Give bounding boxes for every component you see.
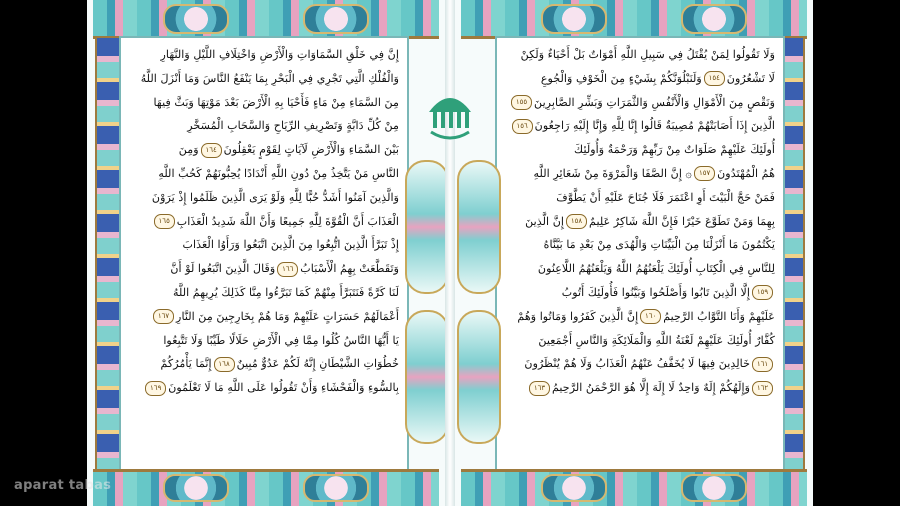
verse-text: بِالسُّوءِ وَالْفَحْشَاءِ وَأَنْ تَقُولُوا عَلَى اللَّهِ مَا لَا تَعْلَمُونَ <box>168 381 399 395</box>
video-watermark: aparat tabas <box>14 478 112 493</box>
verse-text: إِلَّا الَّذِينَ تَابُوا وَأَصْلَحُوا وَبَيَّنُوا فَأُولَئِكَ أَتُوبُ <box>561 285 750 299</box>
verse-text: هُمُ الْمُهْتَدُونَ <box>717 166 775 180</box>
text-line <box>125 257 399 281</box>
text-line <box>501 114 775 138</box>
text-line <box>125 329 399 353</box>
text-line <box>501 186 775 210</box>
text-line <box>501 281 775 305</box>
verse-text: وَنَقْصٍ مِنَ الْأَمْوَالِ وَالْأَنْفُسِ وَالثَّمَرَاتِ وَبَشِّرِ الصَّابِرِينَ <box>534 95 775 109</box>
verse-text: وَتَقَطَّعَتْ بِهِمُ الْأَسْبَابُ <box>300 262 399 276</box>
ayah-number-marker: ١٦٥ <box>154 214 175 229</box>
ayah-number-marker: ١٥٧ <box>694 166 715 181</box>
text-line <box>125 91 399 115</box>
top-cartouche-ornament <box>163 4 229 34</box>
publisher-logo-icon <box>425 82 475 144</box>
verse-text: وَلَنَبْلُوَنَّكُمْ بِشَيْءٍ مِنَ الْخَوْفِ وَالْجُوعِ <box>540 71 702 85</box>
text-line <box>125 43 399 67</box>
ayah-number-marker: ١٦٦ <box>277 262 298 277</box>
verse-text: يَا أَيُّهَا النَّاسُ كُلُوا مِمَّا فِي الْأَرْضِ حَلَالًا طَيِّبًا وَلَا تَتَّبِعُوا <box>163 333 399 347</box>
ayah-number-marker: ١٦٠ <box>640 309 661 324</box>
verse-text: بَيْنَ السَّمَاءِ وَالْأَرْضِ لَآيَاتٍ لِقَوْمٍ يَعْقِلُونَ <box>223 143 399 157</box>
text-line <box>125 67 399 91</box>
text-line <box>501 162 775 186</box>
right-page <box>455 0 813 506</box>
verse-text: الَّذِينَ إِذَا أَصَابَتْهُمْ مُصِيبَةٌ قَالُوا إِنَّا لِلَّهِ وَإِنَّا إِلَيْهِ رَاجِعُونَ <box>534 119 775 133</box>
verse-text: النَّاسِ مَنْ يَتَّخِذُ مِنْ دُونِ اللَّهِ أَنْدَادًا يُحِبُّونَهُمْ كَحُبِّ اللَّهِ <box>158 166 399 180</box>
quran-spread <box>87 0 813 506</box>
verse-text: ۞ إِنَّ الصَّفَا وَالْمَرْوَةَ مِنْ شَعَائِرِ اللَّهِ <box>533 166 693 180</box>
ayah-number-marker: ١٦٨ <box>214 357 235 372</box>
text-line <box>125 281 399 305</box>
verse-text: لَا تَشْعُرُونَ <box>726 71 775 85</box>
text-line <box>501 305 775 329</box>
text-line <box>125 138 399 162</box>
ayah-number-marker: ١٦٣ <box>529 381 550 396</box>
top-cartouche-ornament <box>303 4 369 34</box>
text-line <box>125 233 399 257</box>
verse-text: مِنَ السَّمَاءِ مِنْ مَاءٍ فَأَحْيَا بِهِ الْأَرْضَ بَعْدَ مَوْتِهَا وَبَثَّ فِيهَا <box>153 95 399 109</box>
right-page-text <box>501 43 775 466</box>
ayah-number-marker: ١٥٩ <box>752 285 773 300</box>
verse-text: وَالَّذِينَ آمَنُوا أَشَدُّ حُبًّا لِلَّهِ وَلَوْ يَرَى الَّذِينَ ظَلَمُوا إِذْ يَرَوْنَ <box>151 190 399 204</box>
bottom-border-ornament <box>461 469 807 506</box>
left-side-border-ornament <box>95 36 121 472</box>
verse-text: أَعْمَالَهُمْ حَسَرَاتٍ عَلَيْهِمْ وَمَا هُمْ بِخَارِجِينَ مِنَ النَّارِ <box>176 309 399 323</box>
ayah-number-marker: ١٦٤ <box>201 143 222 158</box>
verse-text: إِذْ تَبَرَّأَ الَّذِينَ اتُّبِعُوا مِنَ الَّذِينَ اتَّبَعُوا وَرَأَوُا الْعَذَابَ <box>182 238 399 252</box>
text-line <box>125 114 399 138</box>
verse-text: إِنَّ فِي خَلْقِ السَّمَاوَاتِ وَالْأَرْضِ وَاخْتِلَافِ اللَّيْلِ وَالنَّهَارِ <box>160 48 399 61</box>
verse-text: أُولَئِكَ عَلَيْهِمْ صَلَوَاتٌ مِنْ رَبِّهِمْ وَرَحْمَةٌ وَأُولَئِكَ <box>574 143 775 157</box>
text-line <box>125 305 399 329</box>
bottom-cartouche-ornament <box>303 474 369 502</box>
text-line <box>125 186 399 210</box>
verse-text: وَالْفُلْكِ الَّتِي تَجْرِي فِي الْبَحْرِ بِمَا يَنْفَعُ النَّاسَ وَمَا أَنْزَلَ اللَّهُ <box>140 71 399 85</box>
verse-text: خُطُوَاتِ الشَّيْطَانِ إِنَّهُ لَكُمْ عَدُوٌّ مُبِينٌ <box>236 357 399 371</box>
verse-text: بِهِمَا وَمَنْ تَطَوَّعَ خَيْرًا فَإِنَّ اللَّهَ شَاكِرٌ عَلِيمٌ <box>589 214 775 228</box>
text-line <box>501 233 775 257</box>
top-border-ornament <box>93 0 439 39</box>
text-line <box>501 376 775 400</box>
ayah-number-marker: ١٥٤ <box>704 71 725 86</box>
top-border-ornament <box>461 0 807 39</box>
ayah-number-marker: ١٥٦ <box>512 119 533 134</box>
margin-medallion-ornament <box>405 160 449 294</box>
verse-text: وَمِنَ <box>178 143 199 157</box>
top-cartouche-ornament <box>681 4 747 34</box>
verse-text: خَالِدِينَ فِيهَا لَا يُخَفَّفُ عَنْهُمُ الْعَذَابُ وَلَا هُمْ يُنْظَرُونَ <box>524 357 750 371</box>
ayah-number-marker: ١٥٨ <box>566 214 587 229</box>
text-line <box>501 257 775 281</box>
ayah-number-marker: ١٥٥ <box>511 95 532 110</box>
verse-text: مِنْ كُلِّ دَابَّةٍ وَتَصْرِيفِ الرِّيَاحِ وَالسَّحَابِ الْمُسَخَّرِ <box>187 119 399 133</box>
verse-text: وَقَالَ الَّذِينَ اتَّبَعُوا لَوْ أَنَّ <box>170 262 276 276</box>
ayah-number-marker: ١٦١ <box>752 357 773 372</box>
left-page <box>87 0 445 506</box>
verse-text: إِنَّ الَّذِينَ كَفَرُوا وَمَاتُوا وَهُمْ <box>517 309 639 323</box>
verse-text: كُفَّارٌ أُولَئِكَ عَلَيْهِمْ لَعْنَةُ اللَّهِ وَالْمَلَائِكَةِ وَالنَّاسِ أَجْمَعِينَ <box>538 333 775 347</box>
text-line <box>125 210 399 234</box>
bottom-border-ornament <box>93 469 439 506</box>
margin-medallion-ornament <box>457 310 501 444</box>
book-spine <box>445 0 455 506</box>
ayah-number-marker: ١٦٧ <box>153 309 174 324</box>
margin-medallion-ornament <box>457 160 501 294</box>
bottom-cartouche-ornament <box>681 474 747 502</box>
text-line <box>501 352 775 376</box>
text-line <box>501 43 775 67</box>
verse-text: فَمَنْ حَجَّ الْبَيْتَ أَوِ اعْتَمَرَ فَلَا جُنَاحَ عَلَيْهِ أَنْ يَطَّوَّفَ <box>556 190 775 204</box>
text-line <box>501 210 775 234</box>
verse-text: وَإِلَهُكُمْ إِلَهٌ وَاحِدٌ لَا إِلَهَ إِلَّا هُوَ الرَّحْمَنُ الرَّحِيمُ <box>551 381 750 395</box>
verse-text: عَلَيْهِمْ وَأَنَا التَّوَّابُ الرَّحِيمُ <box>663 309 775 323</box>
top-cartouche-ornament <box>541 4 607 34</box>
text-line <box>501 138 775 162</box>
text-line <box>501 67 775 91</box>
verse-text: إِنَّ الَّذِينَ <box>525 214 565 228</box>
left-page-text <box>125 43 399 466</box>
verse-text: وَلَا تَقُولُوا لِمَنْ يُقْتَلُ فِي سَبِيلِ اللَّهِ أَمْوَاتٌ بَلْ أَحْيَاءٌ وَلَكِنْ <box>520 48 775 61</box>
text-line <box>501 329 775 353</box>
text-line <box>125 352 399 376</box>
verse-text: لَنَا كَرَّةً فَنَتَبَرَّأَ مِنْهُمْ كَمَا تَبَرَّءُوا مِنَّا كَذَلِكَ يُرِيهِمُ اللَّهُ <box>173 285 399 299</box>
ayah-number-marker: ١٦٩ <box>145 381 166 396</box>
verse-text: يَكْتُمُونَ مَا أَنْزَلْنَا مِنَ الْبَيِّنَاتِ وَالْهُدَى مِنْ بَعْدِ مَا بَيَّنَّاهُ <box>543 238 775 252</box>
ayah-number-marker: ١٦٢ <box>752 381 773 396</box>
margin-medallion-ornament <box>405 310 449 444</box>
bottom-cartouche-ornament <box>163 474 229 502</box>
text-line <box>501 91 775 115</box>
verse-text: إِنَّمَا يَأْمُرُكُمْ <box>160 357 212 371</box>
bottom-cartouche-ornament <box>541 474 607 502</box>
text-line <box>125 376 399 400</box>
verse-text: الْعَذَابَ أَنَّ الْقُوَّةَ لِلَّهِ جَمِيعًا وَأَنَّ اللَّهَ شَدِيدُ الْعَذَابِ <box>176 214 399 228</box>
text-line <box>125 162 399 186</box>
verse-text: لِلنَّاسِ فِي الْكِتَابِ أُولَئِكَ يَلْعَنُهُمُ اللَّهُ وَيَلْعَنُهُمُ اللَّاعِنُونَ <box>537 262 775 276</box>
